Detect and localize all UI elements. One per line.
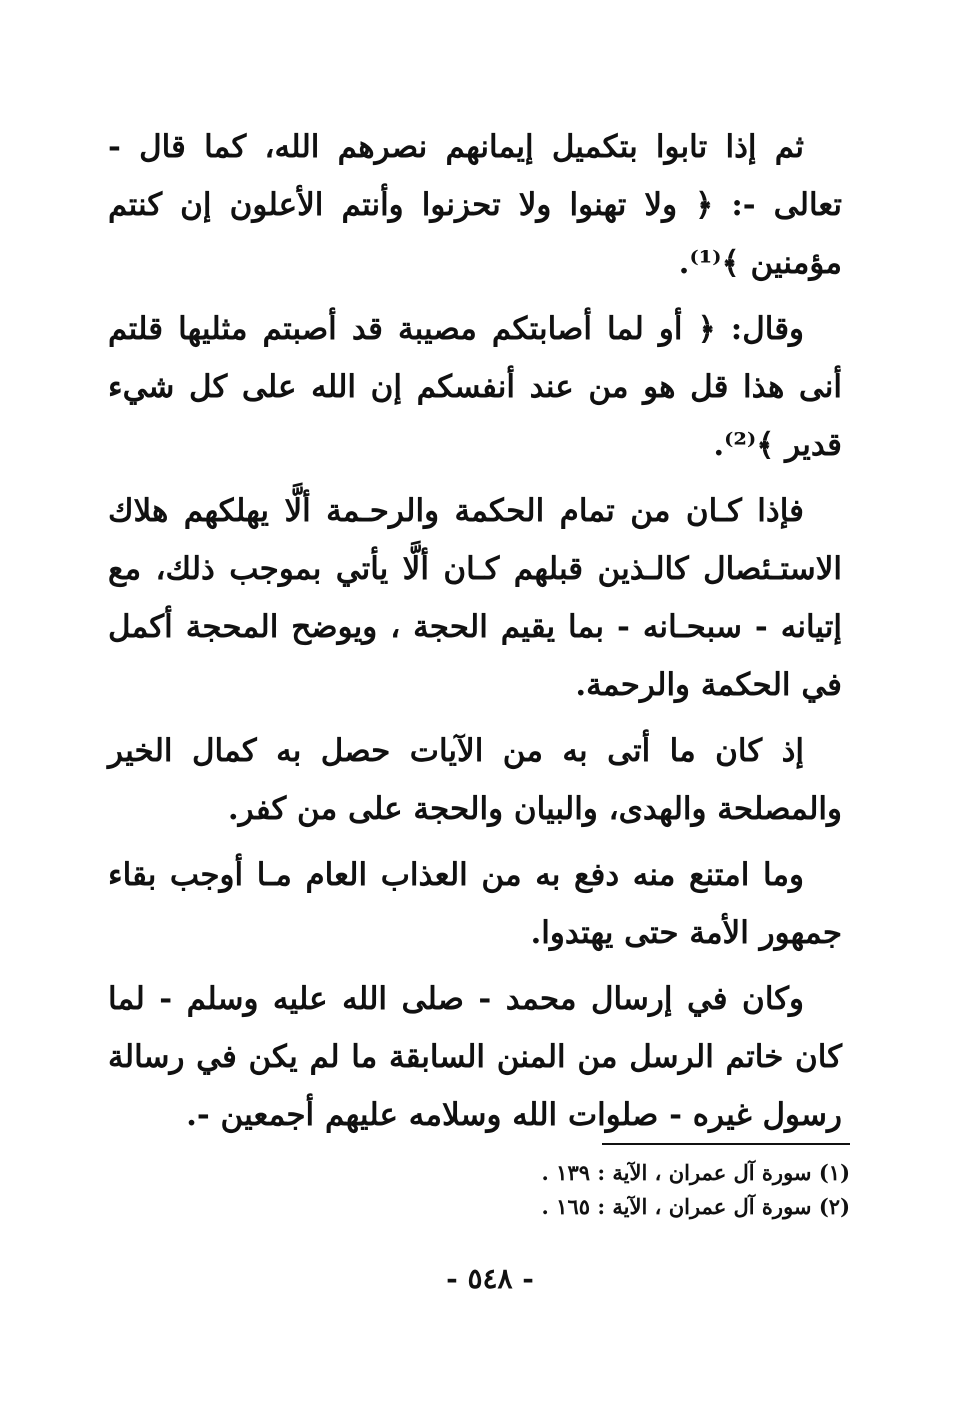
paragraph-2: وقال: ﴿ أو لما أصابتكم مصيبة قد أصبتم مثليها قلتم أنى هذا قل هو من عند أنفسكم إن الله على كل شيء قدير ﴾⁽²⁾.: [108, 311, 842, 463]
main-text: [108, 118, 842, 1152]
paragraph-1: ثم إذا تابوا بتكميل إيمانهم نصرهم الله، كما قال - تعالى -: ﴿ ولا تهنوا ولا تحزنوا وأنتم الأعلون إن كنتم مؤمنين ﴾⁽¹⁾.: [108, 129, 842, 281]
paragraph-5: وما امتنع منه دفع به من العذاب العام مـا أوجب بقاء جمهور الأمة حتى يهتدوا.: [108, 857, 842, 951]
paragraph-4: إذ كان ما أتى به من الآيات حصل به كمال الخير والمصلحة والهدى، والبيان والحجة على من كفر.: [108, 733, 842, 827]
footnote-1: (١) سورة آل عمران ، الآية : ١٣٩ .: [541, 1160, 850, 1185]
paragraph-3: فإذا كـان من تمام الحكمة والرحـمة ألَّا يهلكهم هلاك الاستـئصال كالـذين قبلهم كـان ألَّا يأتي بموجب ذلك، مع إتيانه - سبحـانه - بما يقيم الحجة ، ويوضح المحجة أكمل في الحكمة والرحمة.: [108, 493, 842, 703]
footnotes: [400, 1156, 850, 1224]
page-number: - ٥٤٨ -: [446, 1262, 534, 1295]
footnote-divider: [602, 1143, 850, 1145]
paragraph-6: وكان في إرسال محمد - صلى الله عليه وسلم - لما كان خاتم الرسل من المنن السابقة ما لم يكن في رسالة رسول غيره - صلوات الله وسلامه عليهم أجمعين -.: [108, 981, 842, 1133]
footnote-2: (٢) سورة آل عمران ، الآية : ١٦٥ .: [541, 1194, 850, 1219]
